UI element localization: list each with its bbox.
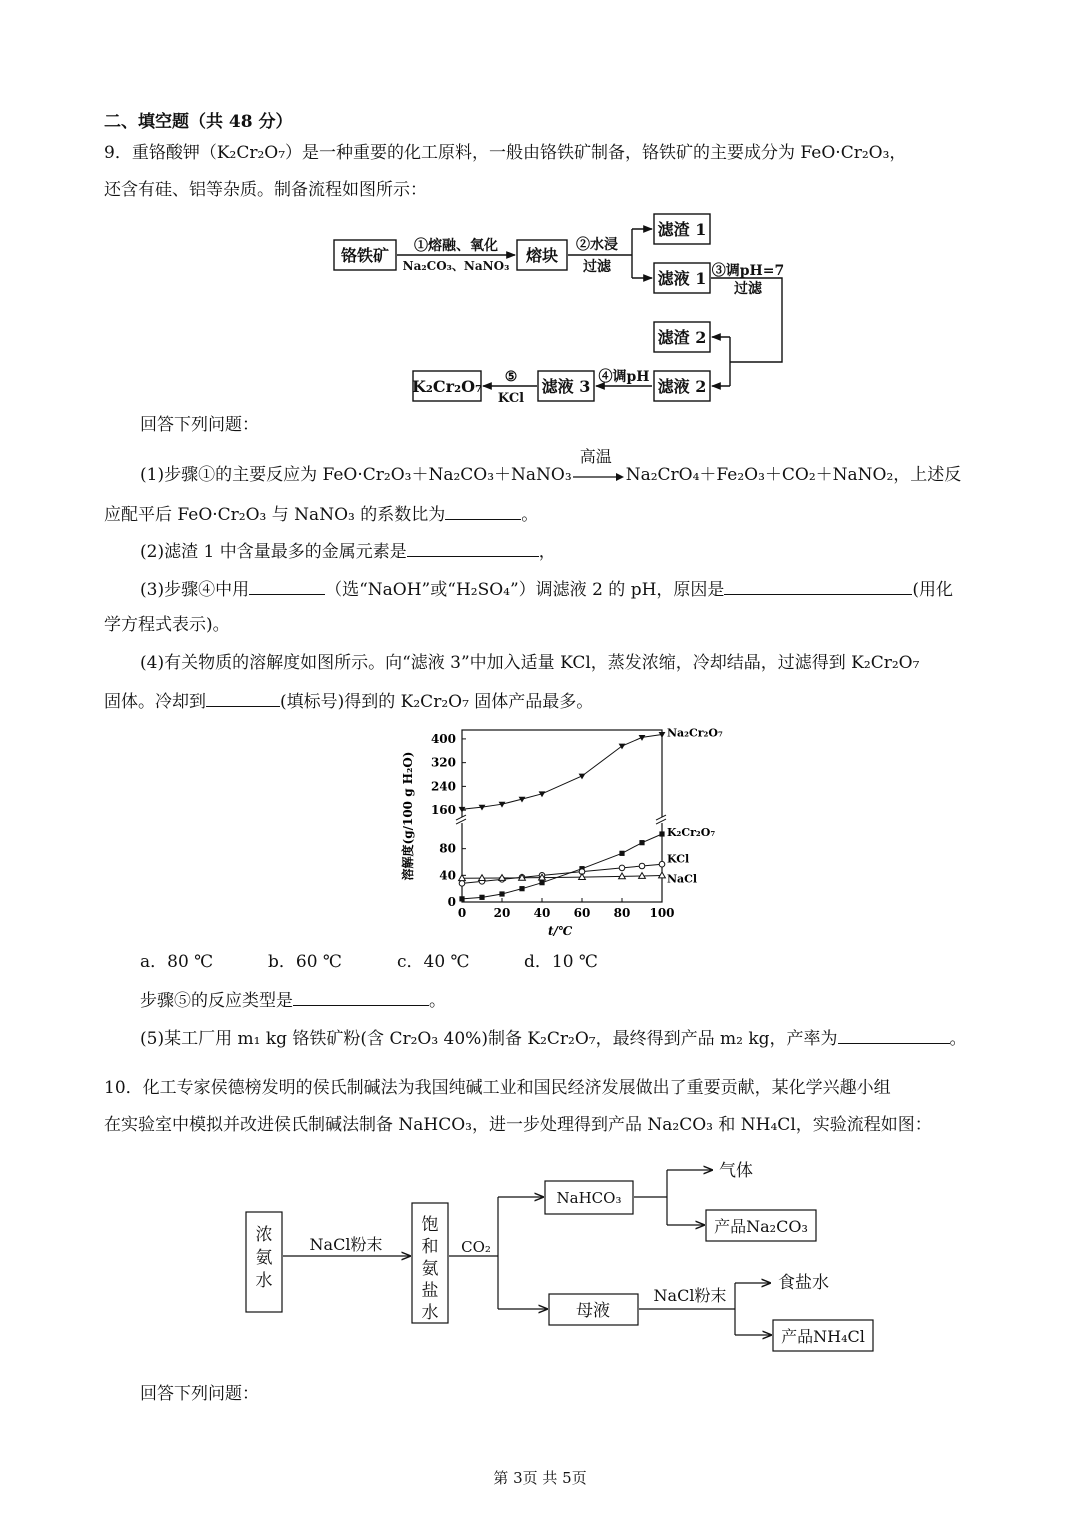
q9-flow-diagram	[0, 205, 1080, 410]
q9-answer-prompt: 回答下列问题：	[140, 415, 259, 435]
product-nh4cl-box: 产品NH₄Cl	[781, 1327, 865, 1346]
y-tick-label: 40	[439, 868, 456, 883]
q9-part4-c: (填标号)得到的 K₂Cr₂O₇ 固体产品最多。	[280, 692, 594, 712]
salt-water-label: 食盐水	[778, 1273, 829, 1293]
flow-step4: ④调pH	[598, 369, 650, 385]
y-tick-label: 0	[447, 895, 456, 909]
q9-part3-line2: 学方程式表示)。	[104, 615, 230, 635]
brine-char-5: 水	[421, 1303, 439, 1323]
option-c[interactable]: c．40 ℃	[397, 952, 470, 972]
series-line	[462, 834, 662, 899]
q9-part4-end: 。	[429, 991, 446, 1011]
data-point	[639, 863, 645, 869]
flow-product: K₂Cr₂O₇	[411, 377, 483, 396]
q9-part3-line1	[140, 576, 953, 602]
flow-step2-top: ②水浸	[576, 237, 618, 253]
option-d[interactable]: d．10 ℃	[524, 952, 598, 972]
answer-blank-4[interactable]	[724, 576, 912, 595]
q9-part5-a: (5)某工厂用 m₁ kg 铬铁矿粉(含 Cr₂O₃ 40%)制备 K₂Cr₂O₇，最终得到产品 m₂ kg，产率为	[140, 1029, 838, 1049]
data-point	[619, 851, 624, 856]
mother-liquor-box: 母液	[576, 1301, 610, 1321]
flow-filtrate2: 滤液 2	[657, 377, 707, 396]
q9-part4-line2	[104, 688, 593, 714]
x-tick-label: 80	[613, 906, 631, 920]
nacl-powder-label-2: NaCl粉末	[653, 1286, 727, 1305]
product-na2co3-box: 产品Na₂CO₃	[714, 1217, 808, 1236]
data-point	[639, 840, 644, 845]
data-point	[499, 891, 504, 896]
reaction-arrow	[572, 446, 626, 486]
x-tick-label: 100	[649, 906, 675, 920]
q9-part4-line1: (4)有关物质的溶解度如图所示。向“滤液 3”中加入适量 KCl，蒸发浓缩，冷却结晶，过滤得到 K₂Cr₂O₇	[140, 653, 920, 673]
q9-part5	[140, 1025, 967, 1051]
option-a[interactable]: a．80 ℃	[140, 952, 214, 972]
q9-part4-d: 步骤⑤的反应类型是	[140, 991, 293, 1011]
answer-blank-5[interactable]	[206, 688, 280, 707]
solubility-chart	[390, 722, 740, 942]
q9-part1-line2	[104, 501, 538, 527]
q10-intro-line1: 10．化工专家侯德榜发明的侯氏制碱法为我国纯碱工业和国民经济发展做出了重要贡献，某化学兴趣小组	[104, 1078, 891, 1098]
data-point	[479, 895, 484, 900]
reaction-condition: 高温	[579, 446, 612, 466]
data-point	[459, 881, 465, 887]
q10-intro-line2: 在实验室中模拟并改进侯氏制碱法制备 NaHCO₃，进一步处理得到产品 Na₂CO₃ 和 NH₄Cl，实验流程如图：	[104, 1115, 932, 1135]
flow-step2-bottom: 过滤	[583, 259, 611, 275]
y-tick-label: 400	[430, 731, 456, 746]
series-label: KCl	[667, 852, 690, 866]
x-tick-label: 60	[573, 906, 591, 920]
ammonia-char-2: 氨	[255, 1248, 273, 1268]
ammonia-char-1: 浓	[255, 1225, 273, 1245]
section-title: 二、填空题（共 48 分）	[104, 112, 293, 132]
data-point	[659, 861, 665, 867]
q9-part1-equation-right: Na₂CrO₄＋Fe₂O₃＋CO₂＋NaNO₂，上述反	[625, 465, 962, 485]
data-point	[619, 744, 626, 750]
q9-part4-step5	[140, 987, 446, 1013]
x-tick-label: 0	[457, 906, 467, 920]
q9-intro-line1: 9．重铬酸钾（K₂Cr₂O₇）是一种重要的化工原料，一般由铬铁矿制备，铬铁矿的主要成分为 FeO·Cr₂O₃，	[104, 143, 907, 163]
flow-ore: 铬铁矿	[340, 246, 390, 265]
nacl-powder-label-1: NaCl粉末	[309, 1235, 383, 1254]
q10-answer-prompt: 回答下列问题：	[140, 1384, 259, 1404]
y-axis-label: 溶解度(g/100 g H₂O)	[401, 751, 415, 881]
q9-part3-c: (用化	[912, 580, 954, 600]
flow-step5-top: ⑤	[504, 369, 518, 385]
x-tick-label: 40	[533, 906, 551, 920]
q9-part3-b: （选“NaOH”或“H₂SO₄”）调滤液 2 的 pH，原因是	[325, 580, 725, 600]
q9-part1-question: 应配平后 FeO·Cr₂O₃ 与 NaNO₃ 的系数比为	[104, 505, 446, 525]
flow-filtrate1: 滤液 1	[657, 269, 707, 288]
y-tick-label: 160	[430, 803, 456, 818]
flow-step5-bottom: KCl	[497, 391, 525, 406]
nahco3-box: NaHCO₃	[556, 1189, 622, 1207]
ammonia-char-3: 水	[255, 1271, 273, 1291]
flow-step1-bottom: Na₂CO₃、NaNO₃	[402, 259, 510, 273]
page-footer: 第 3页 共 5页	[493, 1469, 587, 1487]
flow-step3-top: ③调pH=7	[711, 263, 785, 279]
data-point	[519, 886, 524, 891]
answer-blank-7[interactable]	[838, 1025, 950, 1044]
flow-melt: 熔块	[525, 246, 559, 265]
data-point	[579, 774, 586, 780]
y-tick-label: 320	[430, 755, 456, 770]
q9-part1-line1	[140, 446, 962, 487]
series-line	[462, 864, 662, 883]
q10-flow-diagram	[0, 1150, 1080, 1365]
answer-blank-3[interactable]	[249, 576, 325, 595]
q9-intro-line2: 还含有硅、铝等杂质。制备流程如图所示：	[104, 180, 427, 200]
brine-char-1: 饱	[421, 1215, 439, 1235]
q9-part1-equation-left: (1)步骤①的主要反应为 FeO·Cr₂O₃＋Na₂CO₃＋NaNO₃	[140, 465, 572, 485]
answer-blank-2[interactable]	[407, 538, 539, 557]
flow-step1-top: ①熔融、氧化	[414, 238, 498, 254]
flow-residue2: 滤渣 2	[657, 328, 707, 347]
flow-step3-bottom: 过滤	[734, 281, 762, 297]
y-tick-label: 80	[439, 841, 456, 856]
q9-part2-question: (2)滤渣 1 中含量最多的金属元素是	[140, 542, 407, 562]
brine-char-2: 和	[421, 1237, 439, 1257]
data-point	[619, 865, 625, 871]
series-label: Na₂Cr₂O₇	[667, 726, 723, 740]
flow-filtrate3: 滤液 3	[541, 377, 591, 396]
brine-char-4: 盐	[421, 1281, 439, 1301]
q9-part2	[140, 538, 556, 564]
x-axis-label: t/℃	[548, 924, 573, 938]
arrow-icon	[572, 466, 626, 486]
answer-blank-1[interactable]	[445, 501, 521, 520]
gas-label: 气体	[719, 1161, 753, 1181]
co2-label: CO₂	[461, 1238, 491, 1256]
y-tick-label: 240	[430, 779, 456, 794]
series-label: K₂Cr₂O₇	[667, 826, 716, 839]
q9-part3-a: (3)步骤④中用	[140, 580, 250, 600]
q9-part1-end: 。	[521, 505, 539, 525]
brine-char-3: 氨	[421, 1259, 439, 1279]
series-line	[462, 734, 662, 809]
option-b[interactable]: b．60 ℃	[268, 952, 342, 972]
q9-part5-end: 。	[949, 1029, 967, 1049]
series-label: NaCl	[667, 872, 698, 886]
q9-part2-end: ，	[538, 542, 556, 562]
flow-residue1: 滤渣 1	[657, 220, 707, 239]
x-tick-label: 20	[493, 906, 511, 920]
data-point	[659, 872, 666, 878]
q9-part4-b: 固体。冷却到	[104, 692, 206, 712]
data-point	[539, 880, 544, 885]
data-point	[459, 896, 464, 901]
data-point	[659, 831, 664, 836]
answer-blank-6[interactable]	[293, 987, 429, 1006]
